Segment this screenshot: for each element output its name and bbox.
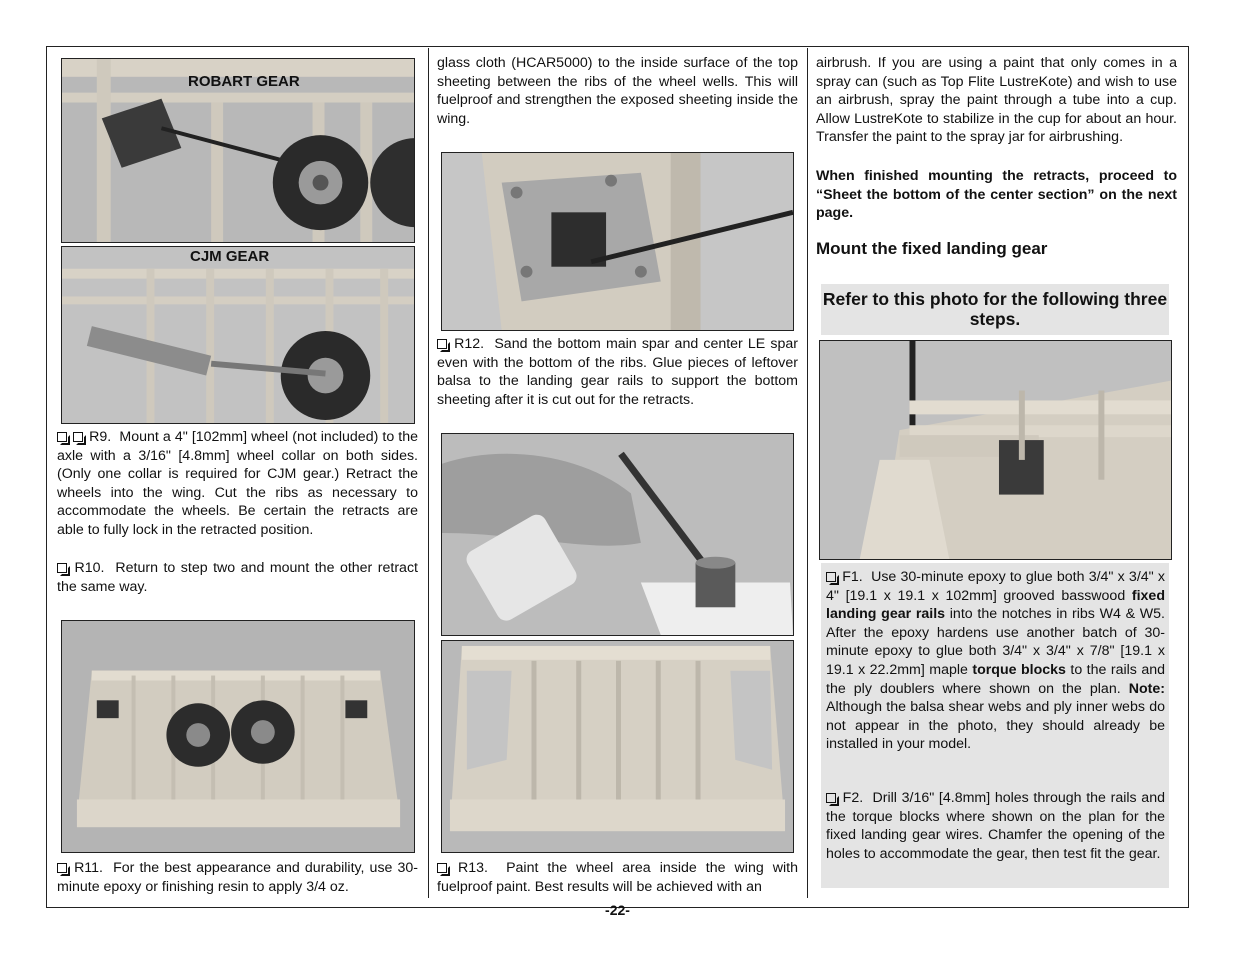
wheel-wells-photo bbox=[61, 620, 415, 853]
step-text-part: Use 30-minute epoxy to glue both 3/4" x 3/4" x 4" [19.1 x 19.1 x 102mm] grooved basswood bbox=[826, 569, 1165, 604]
step-r11 bbox=[57, 859, 418, 896]
checkbox-icon[interactable] bbox=[826, 793, 836, 803]
cjm-gear-photo bbox=[61, 246, 415, 424]
cjm-gear-label: CJM GEAR bbox=[190, 248, 270, 265]
step-text: Paint the wheel area inside the wing with fuelproof paint. Best results will be achieved with an bbox=[437, 860, 798, 895]
note-label: Note: bbox=[1128, 680, 1165, 697]
section-heading: Mount the fixed landing gear bbox=[816, 239, 1048, 258]
step-f2 bbox=[826, 789, 1165, 863]
step-text-part: into the notches in ribs W4 & W5. After the epoxy hardens use another batch of 30-minute epoxy to glue both 3/4" x 3/4" x 7/8" [19.1 x 19.1 x 22.2mm] maple bbox=[826, 606, 1165, 678]
step-text-part: Although the balsa shear webs and ply inner webs do not appear in the photo, they should already be installed in your model. bbox=[826, 699, 1165, 753]
step-number: R13. bbox=[458, 860, 488, 876]
step-number: R10. bbox=[74, 560, 105, 576]
step-text: Sand the bottom main spar and center LE spar even with the bottom of the ribs. Glue pieces of leftover balsa to the landing gear rails to support the bottom sheeting after it is cut out for the retracts. bbox=[437, 336, 798, 408]
retract-mount-photo bbox=[441, 152, 794, 331]
checkbox-icon[interactable] bbox=[437, 339, 447, 349]
step-text-part: to the rails and the ply doublers where shown on the plan. bbox=[826, 661, 1165, 697]
step-text: Drill 3/16" [4.8mm] holes through the rails and the torque blocks where shown on the plan for the fixed landing gear wires. Chamfer the opening of the holes to accommodate the gear, then test fit the gear. bbox=[826, 790, 1165, 862]
step-f1 bbox=[826, 568, 1165, 754]
paint-spray-photo bbox=[441, 433, 794, 636]
column-divider-2 bbox=[807, 48, 808, 898]
step-r9 bbox=[57, 428, 418, 540]
step-r13 bbox=[437, 859, 798, 896]
checkbox-icon[interactable] bbox=[57, 863, 67, 873]
step-r12 bbox=[437, 335, 798, 409]
step-number: R11. bbox=[74, 860, 103, 876]
checkbox-icon[interactable] bbox=[437, 863, 447, 873]
robart-gear-label: ROBART GEAR bbox=[188, 73, 300, 90]
step-text-bold: fixed landing gear rails bbox=[826, 587, 1165, 623]
step-text: Mount a 4" [102mm] wheel (not included) to the axle with a 3/16" [4.8mm] wheel collar on both sides. (Only one collar is required for CJM gear.) Retract the wheels into the wing. Cut the ribs as necessary to accommodate the wheels. Be certain the retracts are able to fully lock in the retracted position. bbox=[57, 429, 418, 538]
step-r10 bbox=[57, 559, 418, 596]
step-number: F2. bbox=[842, 790, 864, 806]
photo-callout: Refer to this photo for the following three steps. bbox=[821, 284, 1169, 335]
checkbox-icon[interactable] bbox=[73, 432, 83, 442]
step-number: R9. bbox=[89, 429, 112, 445]
column-divider-1 bbox=[428, 48, 429, 898]
step-number: R12. bbox=[454, 336, 485, 352]
step-r13-continued: airbrush. If you are using a paint that only comes in a spray can (such as Top Flite LustreKote) and wish to use an airbrush, spray the paint through a tube into a cup. Allow LustreKote to stabilize in the cup for about an hour. Transfer the paint to the spray jar for airbrushing. bbox=[816, 55, 1177, 146]
checkbox-icon[interactable] bbox=[826, 572, 836, 582]
step-text: Return to step two and mount the other retract the same way. bbox=[57, 560, 418, 595]
fixed-gear-rails-photo bbox=[819, 340, 1172, 560]
step-text-bold: torque blocks bbox=[972, 661, 1066, 678]
painted-wing-photo bbox=[441, 640, 794, 853]
step-text: For the best appearance and durability, use 30-minute epoxy or finishing resin to apply 3/4 oz. bbox=[57, 860, 418, 895]
step-number: F1. bbox=[842, 569, 863, 585]
step-r11-continued: glass cloth (HCAR5000) to the inside surface of the top sheeting between the ribs of the wheel wells. This will fuelproof and strengthen the exposed sheeting inside the wing. bbox=[437, 55, 798, 127]
checkbox-icon[interactable] bbox=[57, 563, 67, 573]
checkbox-icon[interactable] bbox=[57, 432, 67, 442]
page-number: -22- bbox=[605, 902, 630, 918]
finish-note: When finished mounting the retracts, proceed to “Sheet the bottom of the center section” on the next page. bbox=[816, 168, 1177, 222]
